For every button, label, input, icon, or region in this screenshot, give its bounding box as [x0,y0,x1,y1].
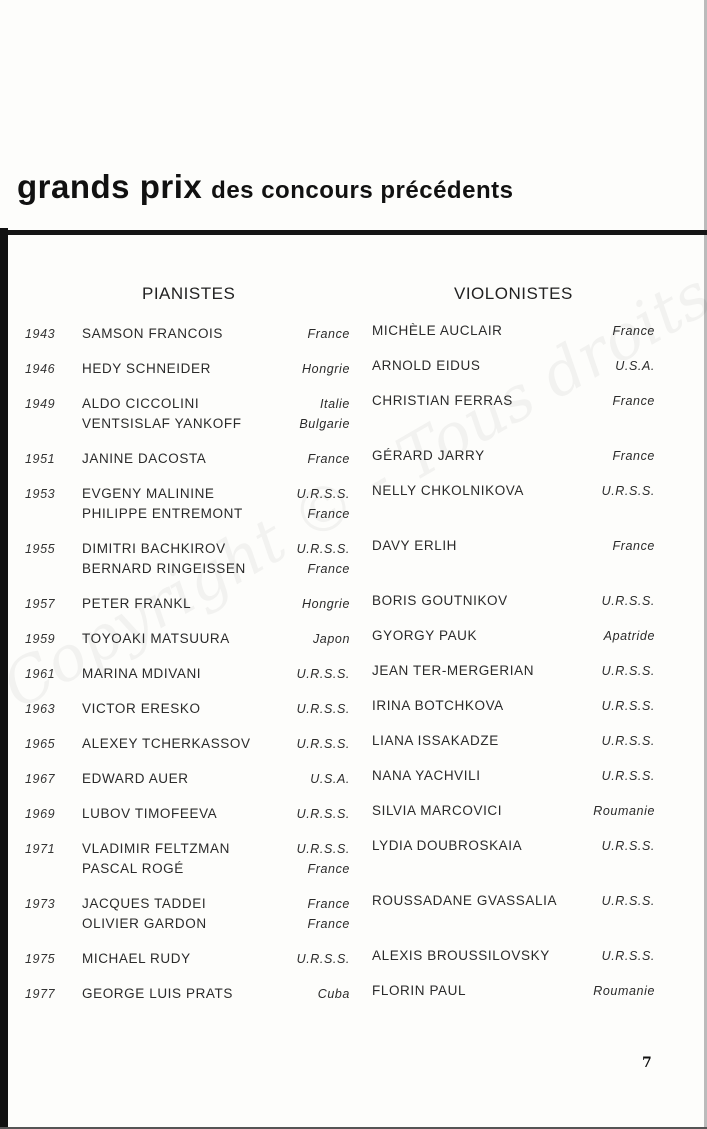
violinist-name: ALEXIS BROUSSILOVSKY [372,948,550,963]
row-year: 1969 [25,807,56,821]
violinist-name: LIANA ISSAKADZE [372,733,499,748]
row-year: 1959 [25,632,56,646]
pianist-country: France [307,862,350,876]
pianist-name: SAMSON FRANCOIS [82,326,224,341]
pianist-country: Bulgarie [299,417,350,431]
title-sub: des concours précédents [211,177,514,204]
violinist-name: MICHÈLE AUCLAIR [372,323,503,338]
row-year: 1971 [25,842,56,856]
pianist-name: HEDY SCHNEIDER [82,361,211,376]
table-row [0,735,707,770]
row-year: 1951 [25,452,56,466]
pianist-name: VICTOR ERESKO [82,701,201,716]
row-year: 1975 [25,952,56,966]
title-main: grands prix [17,168,203,205]
pianist-name: PASCAL ROGÉ [82,861,184,876]
row-year: 1965 [25,737,56,751]
pianist-country: France [307,897,350,911]
table-row [0,360,707,395]
column-header-violinists: VIOLONISTES [454,284,573,303]
pianist-country: France [307,452,350,466]
violinist-name: LYDIA DOUBROSKAIA [372,838,523,853]
violinist-country: U.R.S.S. [601,664,655,678]
pianist-name: OLIVIER GARDON [82,916,207,931]
pianist-name: JACQUES TADDEI [82,896,207,911]
row-year: 1973 [25,897,56,911]
violinist-name: GYORGY PAUK [372,628,478,643]
violinist-country: U.R.S.S. [601,769,655,783]
violinist-name: ARNOLD EIDUS [372,358,481,373]
violinist-name: FLORIN PAUL [372,983,467,998]
row-year: 1943 [25,327,56,341]
table-row [0,805,707,840]
violinist-country: Apatride [603,629,655,643]
row-year: 1961 [25,667,56,681]
table-row [0,665,707,700]
pianist-name: EDWARD AUER [82,771,189,786]
pianist-country: U.R.S.S. [296,737,350,751]
violinist-country: France [612,539,655,553]
violinist-name: IRINA BOTCHKOVA [372,698,504,713]
row-year: 1957 [25,597,56,611]
table-row [0,950,707,985]
pianist-name: ALDO CICCOLINI [82,396,200,411]
row-year: 1967 [25,772,56,786]
row-year: 1955 [25,542,56,556]
pianist-country: Cuba [317,987,350,1001]
pianist-country: U.R.S.S. [296,842,350,856]
table-row [0,770,707,805]
row-year: 1953 [25,487,56,501]
violinist-country: U.R.S.S. [601,594,655,608]
violinist-name: NANA YACHVILI [372,768,481,783]
violinist-country: Roumanie [593,804,655,818]
violinist-name: DAVY ERLIH [372,538,458,553]
pianist-country: U.R.S.S. [296,542,350,556]
pianist-country: U.R.S.S. [296,807,350,821]
pianist-name: VENTSISLAF YANKOFF [82,416,242,431]
violinist-name: GÉRARD JARRY [372,448,485,463]
violinist-country: U.R.S.S. [601,699,655,713]
column-header-pianists: PIANISTES [142,284,236,303]
row-year: 1977 [25,987,56,1001]
pianist-country: U.R.S.S. [296,487,350,501]
table-row [0,450,707,485]
pianist-name: EVGENY MALININE [82,486,215,501]
violinist-country: France [612,449,655,463]
table-row [0,395,707,450]
pianist-name: JANINE DACOSTA [82,451,207,466]
row-year: 1949 [25,397,56,411]
pianist-name: ALEXEY TCHERKASSOV [82,736,251,751]
pianist-name: PHILIPPE ENTREMONT [82,506,243,521]
table-row [0,630,707,665]
page-number: 7 [642,1055,652,1071]
pianist-country: Hongrie [302,362,350,376]
winners-table [0,325,707,1020]
page-title [17,168,513,206]
pianist-name: DIMITRI BACHKIROV [82,541,226,556]
table-row [0,985,707,1020]
violinist-name: BORIS GOUTNIKOV [372,593,508,608]
violinist-country: U.R.S.S. [601,894,655,908]
pianist-name: MARINA MDIVANI [82,666,202,681]
table-row [0,485,707,540]
violinist-country: U.R.S.S. [601,484,655,498]
pianist-country: U.R.S.S. [296,702,350,716]
violinist-country: U.R.S.S. [601,949,655,963]
pianist-name: PETER FRANKL [82,596,192,611]
table-row [0,540,707,595]
violinist-name: NELLY CHKOLNIKOVA [372,483,525,498]
violinist-country: U.R.S.S. [601,839,655,853]
violinist-country: Roumanie [593,984,655,998]
table-row [0,700,707,735]
pianist-country: France [307,917,350,931]
pianist-country: France [307,562,350,576]
pianist-name: GEORGE LUIS PRATS [82,986,233,1001]
violinist-name: CHRISTIAN FERRAS [372,393,513,408]
pianist-country: Japon [312,632,350,646]
violinist-name: ROUSSADANE GVASSALIA [372,893,558,908]
table-row [0,595,707,630]
row-year: 1946 [25,362,56,376]
pianist-country: Hongrie [302,597,350,611]
pianist-name: LUBOV TIMOFEEVA [82,806,218,821]
row-year: 1963 [25,702,56,716]
pianist-country: U.R.S.S. [296,667,350,681]
violinist-country: France [612,324,655,338]
table-row [0,840,707,895]
pianist-name: BERNARD RINGEISSEN [82,561,246,576]
violinist-country: U.R.S.S. [601,734,655,748]
table-row [0,325,707,360]
pianist-name: MICHAEL RUDY [82,951,191,966]
pianist-country: U.S.A. [310,772,350,786]
pianist-country: France [307,327,350,341]
pianist-name: TOYOAKI MATSUURA [82,631,230,646]
title-rule [8,230,707,235]
violinist-name: JEAN TER-MERGERIAN [372,663,535,678]
violinist-name: SILVIA MARCOVICI [372,803,503,818]
pianist-country: Italie [319,397,350,411]
pianist-name: VLADIMIR FELTZMAN [82,841,230,856]
pianist-country: France [307,507,350,521]
violinist-country: U.S.A. [615,359,655,373]
table-row [0,895,707,950]
violinist-country: France [612,394,655,408]
pianist-country: U.R.S.S. [296,952,350,966]
